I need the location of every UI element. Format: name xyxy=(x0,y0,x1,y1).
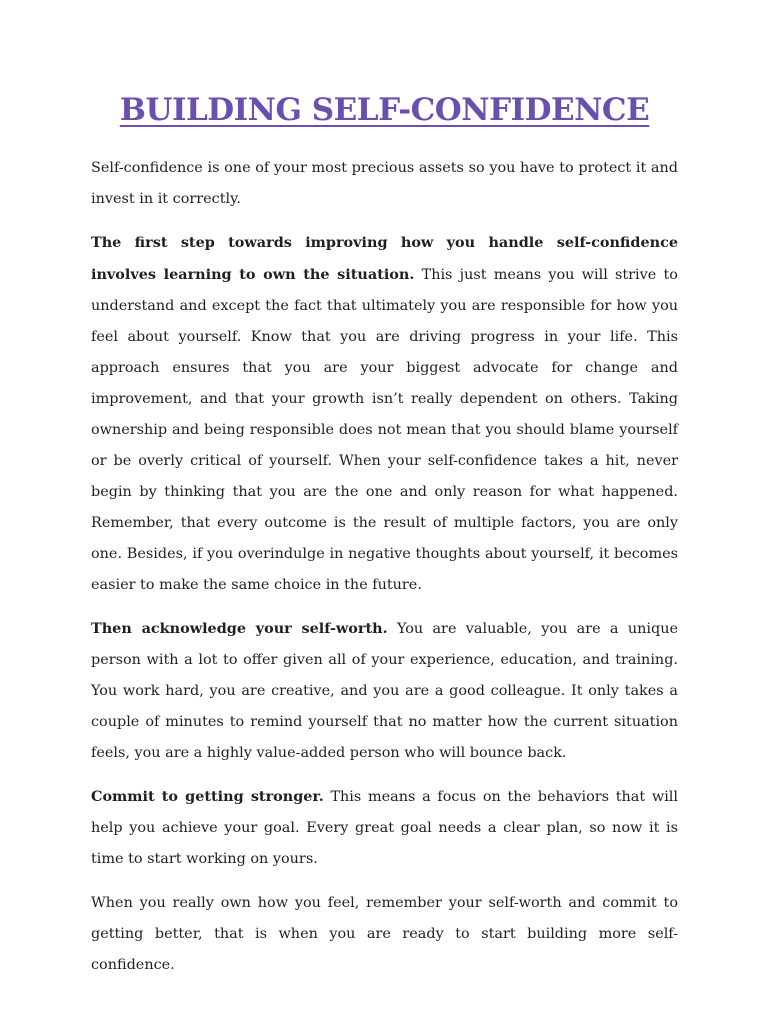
paragraph-conclusion xyxy=(91,887,678,981)
paragraph-text: This just means you will strive to understand and except the fact that ultimately you are responsible for how you feel about yourself. Know that you are driving progress in your life. This approach ensures that you are your biggest advocate for change and improvement, and that your growth isn’t really dependent on others. Taking ownership and being responsible does not mean that you should blame yourself or be overly critical of yourself. When your self-confidence takes a hit, never begin by thinking that you are the one and only reason for what happened. Remember, that every outcome is the result of multiple factors, you are only one. Besides, if you overindulge in negative thoughts about yourself, it becomes easier to make the same choice in the future. xyxy=(91,267,678,593)
paragraph-text: When you really own how you feel, remember your self-worth and commit to getting better, that is when you are ready to start building more self-confidence. xyxy=(91,895,678,973)
paragraph-own-situation xyxy=(91,227,678,601)
paragraph-lead: Then acknowledge your self-worth. xyxy=(91,620,388,637)
paragraph-intro xyxy=(91,152,678,215)
paragraph-lead: Commit to getting stronger. xyxy=(91,788,324,805)
paragraph-self-worth xyxy=(91,613,678,769)
document-title: BUILDING SELF-CONFIDENCE xyxy=(119,92,650,128)
paragraph-commit xyxy=(91,781,678,875)
paragraph-text: This means a focus on the behaviors that will help you achieve your goal. Every great goal needs a clear plan, so now it is time to start working on yours. xyxy=(91,789,678,867)
paragraph-text: You are valuable, you are a unique person with a lot to offer given all of your experience, education, and training. You work hard, you are creative, and you are a good colleague. It only takes a couple of minutes to remind yourself that no matter how the current situation feels, you are a highly value-added person who will bounce back. xyxy=(91,621,678,761)
paragraph-text: Self-confidence is one of your most precious assets so you have to protect it and invest in it correctly. xyxy=(91,160,678,207)
paragraph-lead: The first step towards improving how you handle self-confidence involves learning to own the situation. xyxy=(91,234,678,283)
